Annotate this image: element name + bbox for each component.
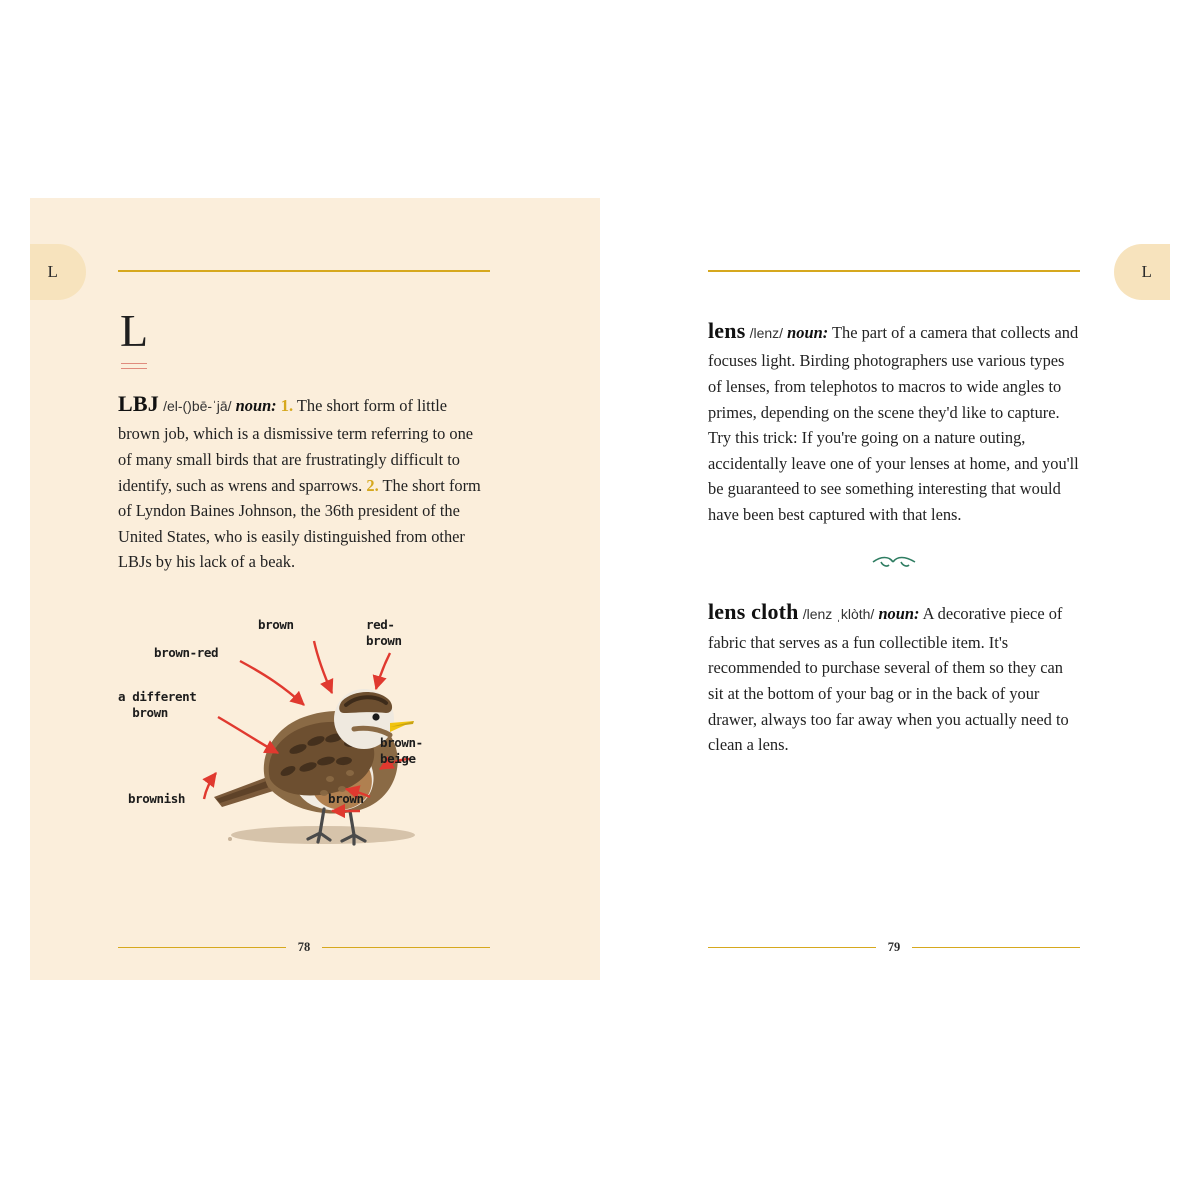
header-rule-right <box>708 270 1080 272</box>
part-of-speech-lens-cloth: noun: <box>878 604 920 624</box>
definition-lens: The part of a camera that collects and focuses light. Birding photographers use various types of lenses, from telephotos to macros to wide angles to primes, depending on the scene they'd like to capture. Try this trick: If you're going on a nature outing, accidentally leave one of your lenses at home, and you'll be guaranteed to see something interesting that would have been best captured with that lens. <box>708 323 1079 524</box>
leaf-ornament-icon <box>871 553 917 571</box>
footer-rule-right-a <box>708 947 876 949</box>
sparrow-diagram-svg <box>118 601 490 869</box>
section-letter-underline <box>121 363 147 369</box>
pronunciation-lens-cloth: /lenz ˌklòth/ <box>802 606 875 623</box>
letter-tab-left-label: L <box>47 262 59 281</box>
label-brown-bottom: brown <box>328 790 364 806</box>
page-number-left: 78 <box>297 940 311 954</box>
footer-left <box>118 940 490 955</box>
left-page-content <box>118 296 490 869</box>
sense-text-2: The short form of Lyndon Baines Johnson, the 36th president of the United States, who is easily distinguished from other LBJs by his lack of a beak. <box>118 475 481 572</box>
section-letter: L <box>120 305 149 356</box>
footer-rule-left-a <box>118 947 286 949</box>
part-of-speech-lbj: noun: <box>235 396 277 415</box>
part-of-speech-lens: noun: <box>787 323 829 342</box>
sparrow-illustration <box>118 601 490 869</box>
label-a-different-brown: a different brown <box>118 688 197 721</box>
entry-lens <box>708 314 1080 527</box>
label-red-brown: red- brown <box>366 616 402 649</box>
label-brown-beige: brown- beige <box>380 734 423 767</box>
headword-lens: lens <box>708 318 746 343</box>
footer-rule-right-b <box>912 947 1080 949</box>
label-brown-top: brown <box>258 616 294 632</box>
ornament-divider <box>708 553 1080 573</box>
pronunciation-lbj: /el-()bē-ˈjā/ <box>163 398 232 414</box>
sense-number-2: 2. <box>366 475 379 495</box>
pronunciation-lens: /lenz/ <box>749 325 784 341</box>
letter-tab-right-label: L <box>1141 262 1153 281</box>
sense-text-1: The short form of little brown job, which is a dismissive term referring to one of many small birds that are frustratingly difficult to identify, such as wrens and sparrows. <box>118 396 474 495</box>
letter-tab-left <box>30 244 86 300</box>
header-rule-left <box>118 270 490 272</box>
letter-tab-right <box>1114 244 1170 300</box>
footer-rule-left-b <box>322 947 490 949</box>
page-number-right: 79 <box>887 940 901 954</box>
footer-right <box>708 940 1080 955</box>
label-brownish: brownish <box>128 790 186 806</box>
entry-lens-cloth <box>708 595 1080 757</box>
sense-number-1: 1. <box>280 396 294 415</box>
label-brown-red: brown-red <box>154 644 219 660</box>
definition-lens-cloth: A decorative piece of fabric that serves as a fun collectible item. It's recommended to purchase several of them so they can sit at the bottom of your bag or in the back of your drawer, always too far away when you actually need to clean a lens. <box>708 604 1069 755</box>
right-page-content <box>708 296 1080 758</box>
headword-lens-cloth: lens cloth <box>708 599 799 625</box>
entry-lbj <box>118 387 490 575</box>
headword-lbj: LBJ <box>118 391 159 416</box>
